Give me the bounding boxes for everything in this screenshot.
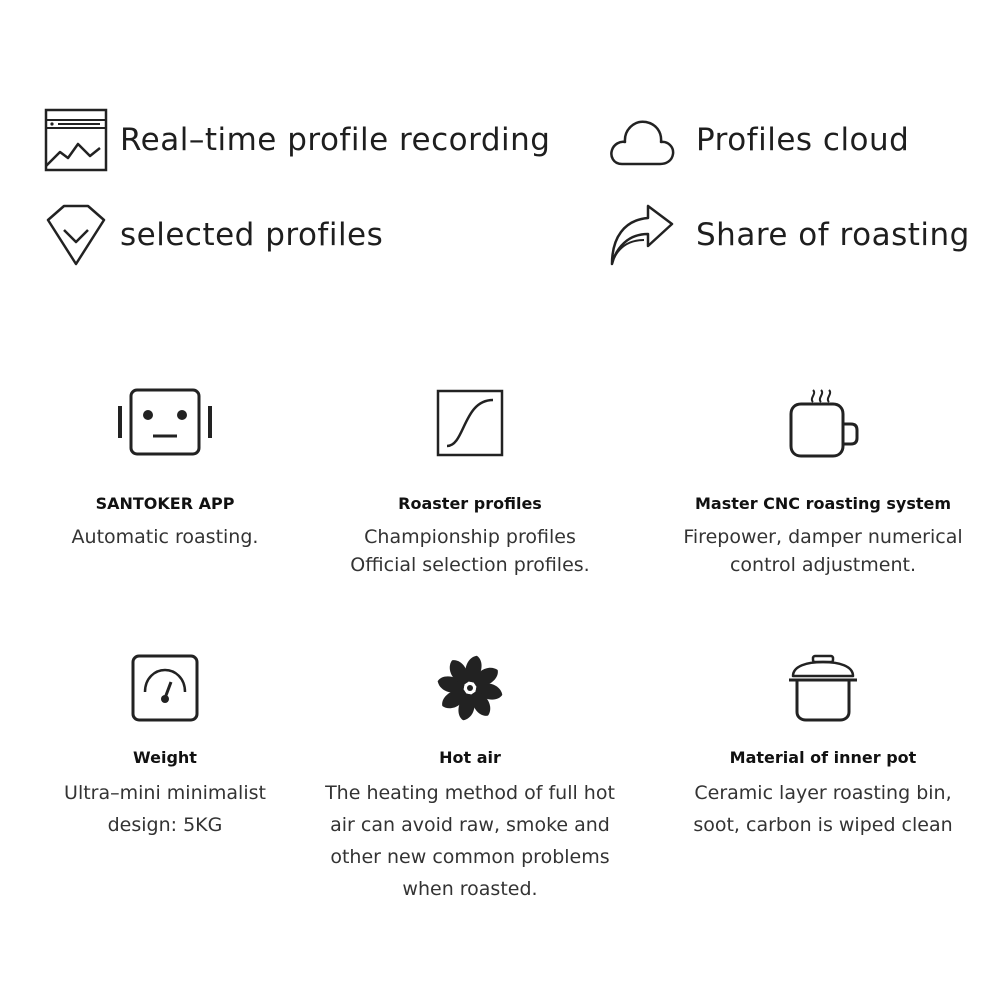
card-description-line: soot, carbon is wiped clean: [693, 814, 953, 836]
curve-icon: [435, 388, 505, 458]
card-description-line: air can avoid raw, smoke and: [330, 814, 610, 836]
feature-realtime-recording: [44, 108, 550, 172]
robot-icon: [115, 388, 215, 458]
feature-selected-profiles: [44, 202, 383, 268]
card-title: Hot air: [439, 748, 501, 767]
card-description: [0, 777, 330, 841]
feature-label: Share of roasting: [696, 217, 970, 253]
card-santoker-app: [0, 388, 330, 551]
feature-profiles-cloud: [608, 110, 909, 170]
card-description-line: design: 5KG: [107, 814, 223, 836]
share-arrow-icon: [608, 204, 676, 266]
card-description-line: The heating method of full hot: [325, 782, 615, 804]
card-inner-pot: [658, 654, 988, 841]
card-description: [658, 777, 988, 841]
feature-share-roasting: [608, 204, 970, 266]
fan-icon: [436, 654, 504, 722]
card-title: Master CNC roasting system: [694, 494, 952, 513]
card-description-line: other new common problems: [330, 846, 610, 868]
card-description-line: control adjustment.: [729, 554, 916, 576]
diamond-check-icon: [44, 202, 108, 268]
card-description-line: Ultra–mini minimalist: [64, 782, 266, 804]
cloud-icon: [608, 110, 676, 170]
card-description: [658, 523, 988, 579]
card-description-line: when roasted.: [402, 878, 538, 900]
card-title: Weight: [133, 748, 197, 767]
card-description-line: Ceramic layer roasting bin,: [694, 782, 952, 804]
card-master-cnc: [658, 388, 988, 579]
card-description-line: Automatic roasting.: [71, 526, 259, 548]
chart-window-icon: [44, 108, 108, 172]
card-description-line: Championship profiles: [364, 526, 576, 548]
coffee-cup-icon: [785, 388, 861, 458]
scale-icon: [131, 654, 199, 722]
feature-label: Real–time profile recording: [120, 122, 551, 158]
feature-label: selected profiles: [120, 217, 384, 253]
card-title: SANTOKER APP: [95, 494, 235, 513]
card-description: [0, 523, 330, 551]
card-weight: [0, 654, 330, 841]
pot-icon: [787, 654, 859, 722]
card-description-line: Official selection profiles.: [350, 554, 590, 576]
card-description: [305, 523, 635, 579]
card-description: [315, 777, 625, 905]
feature-label: Profiles cloud: [696, 122, 910, 158]
card-roaster-profiles: [305, 388, 635, 579]
card-title: Material of inner pot: [729, 748, 917, 767]
card-title: Roaster profiles: [398, 494, 542, 513]
card-hot-air: [305, 654, 635, 905]
card-description-line: Firepower, damper numerical: [683, 526, 963, 548]
